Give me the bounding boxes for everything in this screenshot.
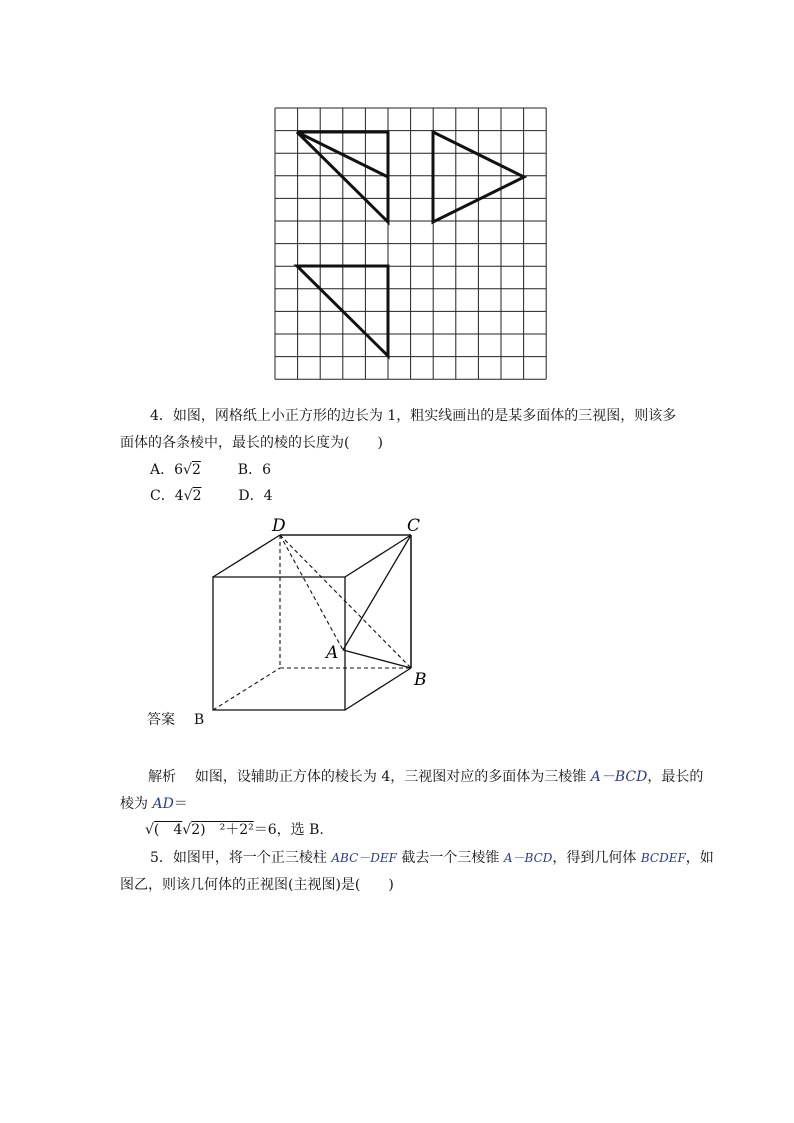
q5-text-2: 图乙，则该几何体的正视图(主视图)是( ) <box>120 877 394 893</box>
hidden-edge-left-bottom <box>213 668 280 710</box>
sqrt-symbol: √2 <box>183 488 202 504</box>
analysis-text-2b: AD <box>152 796 174 812</box>
analysis-text-2a: 棱为 <box>120 796 153 812</box>
choice-c-radicand: 2 <box>192 488 202 504</box>
analysis-text-1a: 如图，设辅助正方体的棱长为 4，三视图对应的多面体为三棱锥 <box>194 769 591 785</box>
analysis-text-3c: ) ²＋2² <box>200 822 254 838</box>
vertex-label-c: C <box>407 516 421 536</box>
q5-text-1e: ，得到几何体 <box>552 850 641 866</box>
choice-b-label: B． <box>237 462 263 478</box>
q4-stem-line-2 <box>120 433 383 453</box>
analysis-text-2c: ＝ <box>173 796 188 812</box>
analysis-text-3b: 2 <box>191 822 201 838</box>
choice-d-value: 4 <box>263 488 273 504</box>
q4-number: 4． <box>150 408 173 424</box>
sqrt-symbol-outer: √( 4√2) ²＋2² <box>145 822 254 838</box>
q4-stem-text-1: 如图，网格纸上小正方形的边长为 1，粗实线画出的是某多面体的三视图，则该多 <box>172 408 677 424</box>
q4-answer <box>147 710 204 730</box>
analysis-text-3d: ＝6，选 B. <box>253 822 324 838</box>
analysis-label: 解析 <box>148 769 176 785</box>
vertex-label-b: B <box>414 670 427 690</box>
q5-line-2 <box>120 875 394 895</box>
sqrt-symbol-inner: √2 <box>182 822 201 838</box>
sqrt-symbol: √2 <box>183 462 201 478</box>
three-view-grid-figure <box>262 100 562 390</box>
auxiliary-cube-figure <box>195 515 445 715</box>
choice-c-coef: 4 <box>174 488 184 504</box>
q4-stem-line-1 <box>150 406 676 426</box>
answer-label: 答案 <box>147 712 175 728</box>
choice-a-coef: 6 <box>174 462 184 478</box>
cube-edge-top-right <box>345 535 411 577</box>
choice-b[interactable] <box>238 462 271 478</box>
cube-edge-top-left <box>213 535 280 577</box>
choice-c[interactable] <box>150 488 206 504</box>
choice-d[interactable] <box>238 488 272 504</box>
q5-text-1f: BCDEF <box>640 851 686 865</box>
q4-analysis-line-1 <box>148 767 703 787</box>
q4-analysis-line-3 <box>145 820 324 840</box>
q5-text-1a: 如图甲，将一个正三棱柱 <box>172 850 332 866</box>
analysis-text-1b: A－BCD <box>590 769 648 785</box>
edge-ad-dashed <box>280 535 343 650</box>
analysis-text-1c: ，最长的 <box>647 769 704 785</box>
q4-stem-text-2: 面体的各条棱中，最长的棱的长度为( ) <box>120 435 383 451</box>
q5-text-1b: ABC－DEF <box>331 851 397 865</box>
analysis-text-3a: ( 4 <box>153 822 183 838</box>
q5-number: 5． <box>150 850 173 866</box>
q4-analysis-line-2 <box>120 794 188 814</box>
choice-d-label: D． <box>238 488 264 504</box>
vertex-label-d: D <box>272 516 286 536</box>
q4-choices-row-2 <box>150 486 273 506</box>
q5-line-1 <box>150 848 714 868</box>
edge-ab <box>343 650 411 668</box>
choice-a-label: A． <box>150 462 175 478</box>
q4-choices-row-1 <box>150 460 271 480</box>
q5-text-1d: A－BCD <box>503 851 553 865</box>
q5-text-1c: 截去一个三棱锥 <box>396 850 504 866</box>
q5-text-1g: ，如 <box>685 850 714 866</box>
cube-edge-bottom-right <box>345 668 411 710</box>
choice-c-label: C． <box>150 488 175 504</box>
edge-ac <box>343 535 411 650</box>
choice-a-radicand: 2 <box>191 462 201 478</box>
choice-b-value: 6 <box>262 462 272 478</box>
answer-value: B <box>193 712 205 728</box>
vertex-label-a: A <box>326 643 339 663</box>
choice-a[interactable] <box>150 462 205 478</box>
